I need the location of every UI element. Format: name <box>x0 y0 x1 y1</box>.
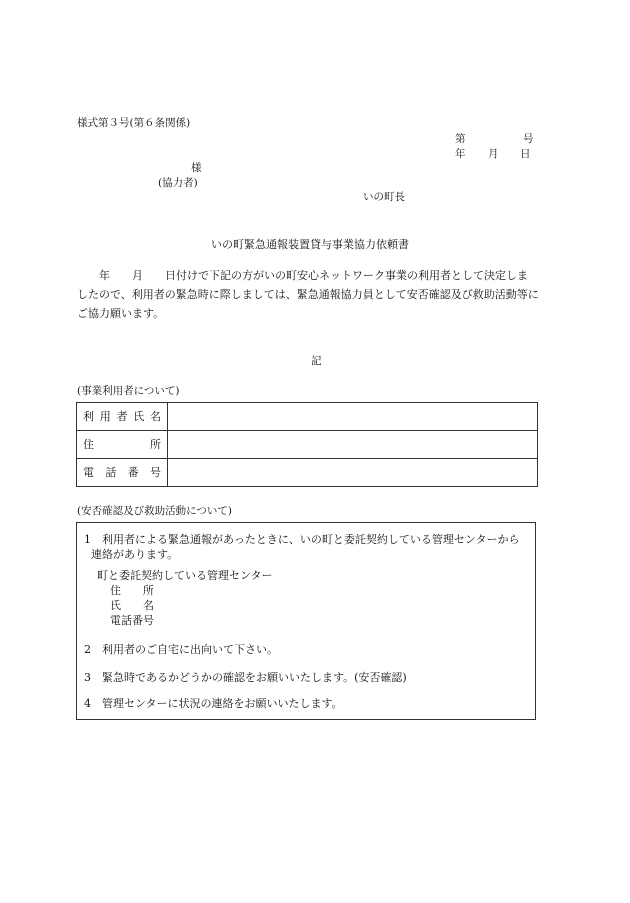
date-day: 日 <box>520 148 531 160</box>
rescue-procedure-box <box>76 522 536 720</box>
form-number: 様式第３号(第６条関係) <box>77 117 191 129</box>
body-line-2: したので、利用者の緊急時に際しましては、緊急通報協力員として安否確認及び救助活動等に <box>77 288 539 301</box>
table-row <box>77 403 538 431</box>
item-2: 2 利用者のご自宅に出向いて下さい。 <box>84 643 278 656</box>
section2-heading: (安否確認及び救助活動について) <box>77 505 232 517</box>
addressee-sama: 様 <box>191 162 202 174</box>
table-row <box>77 459 538 487</box>
item-1-line-1: 1 利用者による緊急通報があったときに、いの町と委託契約している管理センターから <box>84 533 520 546</box>
body-line-1: 年 月 日付けで下記の方がいの町安心ネットワーク事業の利用者として決定しま <box>77 269 528 282</box>
document-title: いの町緊急通報装置貸与事業協力依頼書 <box>211 238 409 251</box>
center-name: 氏 名 <box>110 599 154 612</box>
value-address[interactable] <box>168 431 538 459</box>
value-user-name[interactable] <box>168 403 538 431</box>
section1-heading: (事業利用者について) <box>77 385 180 397</box>
addressee-role: (協力者) <box>158 177 198 189</box>
center-address: 住 所 <box>110 584 154 597</box>
value-phone[interactable] <box>168 459 538 487</box>
issuer: いの町長 <box>363 191 405 203</box>
label-address: 住 所 <box>77 431 168 459</box>
doc-number-prefix: 第 <box>455 133 466 145</box>
date-month: 月 <box>488 148 499 160</box>
user-info-table <box>76 402 538 487</box>
center-heading: 町と委託契約している管理センター <box>97 569 273 582</box>
label-phone: 電 話 番 号 <box>77 459 168 487</box>
item-4: 4 管理センターに状況の連絡をお願いいたします。 <box>84 697 343 710</box>
table-row <box>77 431 538 459</box>
item-1-line-2: 連絡があります。 <box>91 548 179 561</box>
ki-marker: 記 <box>311 355 322 367</box>
doc-number-suffix: 号 <box>523 133 534 145</box>
center-phone: 電話番号 <box>110 614 154 627</box>
date-year: 年 <box>455 148 466 160</box>
label-user-name: 利 用 者 氏 名 <box>77 403 168 431</box>
item-3: 3 緊急時であるかどうかの確認をお願いいたします。(安否確認) <box>84 671 407 684</box>
body-line-3: ご協力願います。 <box>77 307 165 320</box>
body-paragraph <box>77 266 555 323</box>
